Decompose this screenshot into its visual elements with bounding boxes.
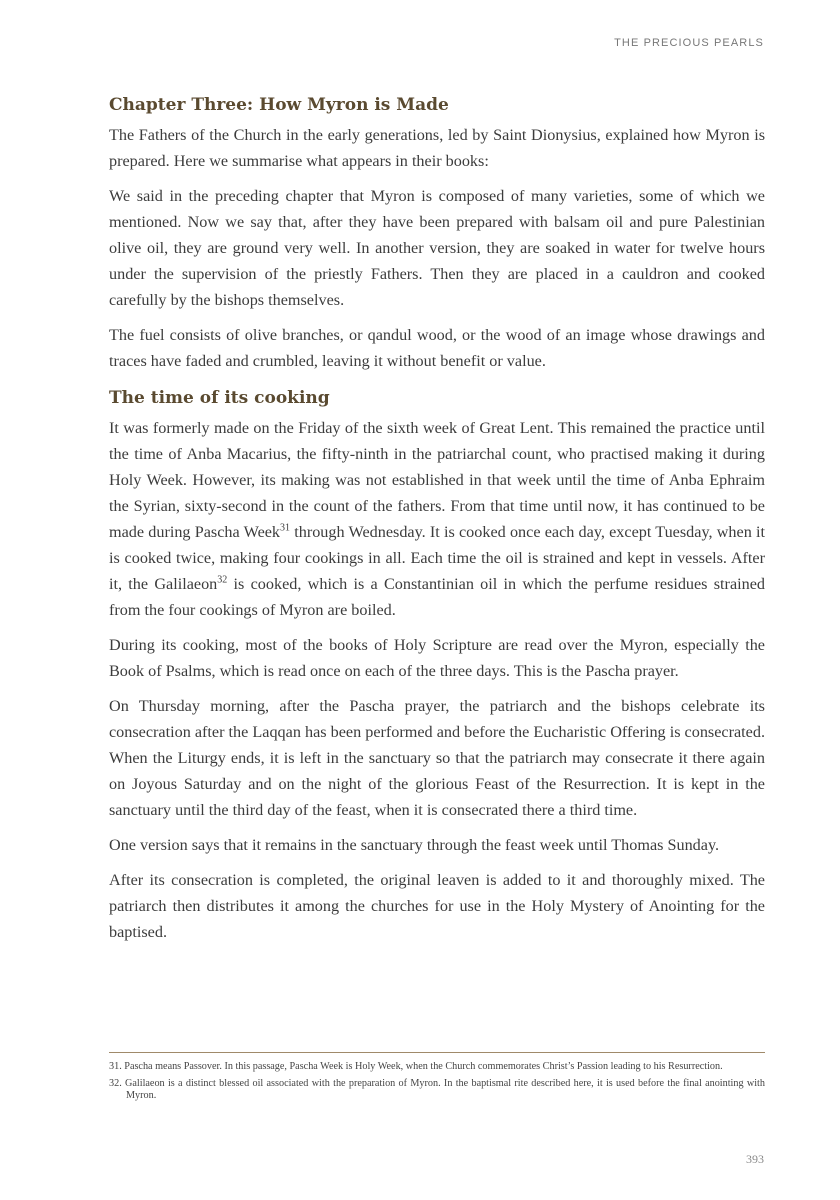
footnote-ref[interactable]: 31 — [280, 522, 291, 534]
footnote: 32. Galilaeon is a distinct blessed oil associated with the preparation of Myron. In the baptismal rite described here, it is used before the final anointing with Myron. — [109, 1077, 765, 1101]
paragraph: After its consecration is completed, the original leaven is added to it and thoroughly mixed. The patriarch then distributes it among the churches for use in the Holy Mystery of Anointing for the baptised. — [109, 871, 765, 941]
paragraph: We said in the preceding chapter that Myron is composed of many varieties, some of which we mentioned. Now we say that, after they have been prepared with balsam oil and pure Palestinian olive oil, they are ground very well. In another version, they are soaked in water for twelve hours under the supervision of the priestly Fathers. Then they are placed in a cauldron and cooked carefully by the bishops themselves. — [109, 187, 765, 309]
paragraph: One version says that it remains in the sanctuary through the feast week until Thomas Sunday. — [109, 836, 720, 854]
running-header: THE PRECIOUS PEARLS — [614, 37, 764, 49]
footnote-divider — [109, 1052, 765, 1053]
paragraph: The fuel consists of olive branches, or qandul wood, or the wood of an image whose drawings and traces have faded and crumbled, leaving it without benefit or value. — [109, 326, 765, 370]
footnote-ref[interactable]: 32 — [217, 574, 228, 586]
text-run: is cooked, which is a Constantinian oil in which the perfume residues strained from the four cookings of Myron are boiled. — [109, 575, 765, 619]
footnotes — [109, 1061, 765, 1107]
text-run: It was formerly made on the Friday of the sixth week of Great Lent. This remained the practice until the time of Anba Macarius, the fifty-ninth in the patriarchal count, who practised making it during Holy Week. However, its making was not established in that week until the time of Anba Ephraim the Syrian, sixty-second in the count of the fathers. From that time until now, it has continued to be made during Pascha Week — [109, 419, 765, 541]
paragraph — [109, 415, 765, 623]
paragraph: During its cooking, most of the books of Holy Scripture are read over the Myron, especially the Book of Psalms, which is read once on each of the three days. This is the Pascha prayer. — [109, 636, 765, 680]
paragraph: The Fathers of the Church in the early generations, led by Saint Dionysius, explained how Myron is prepared. Here we summarise what appears in their books: — [109, 126, 765, 170]
page-body — [109, 93, 765, 954]
paragraph: On Thursday morning, after the Pascha prayer, the patriarch and the bishops celebrate its consecration after the Laqqan has been performed and before the Eucharistic Offering is consecrated. When the Liturgy ends, it is left in the sanctuary so that the patriarch may consecrate it there again on Joyous Saturday and on the night of the glorious Feast of the Resurrection. It is kept in the sanctuary until the third day of the feast, when it is consecrated there a third time. — [109, 697, 765, 819]
section-title: The time of its cooking — [109, 388, 330, 408]
text-run: through Wednesday. It is cooked once each day, except Tuesday, when it is cooked twice, making four cookings in all. Each time the oil is strained and kept in vessels. After it, the Galilaeon — [109, 523, 765, 593]
chapter-title: Chapter Three: How Myron is Made — [109, 95, 449, 115]
page-number: 393 — [746, 1152, 764, 1166]
footnote: 31. Pascha means Passover. In this passage, Pascha Week is Holy Week, when the Church commemorates Christ’s Passion leading to his Resurrection. — [109, 1061, 723, 1072]
